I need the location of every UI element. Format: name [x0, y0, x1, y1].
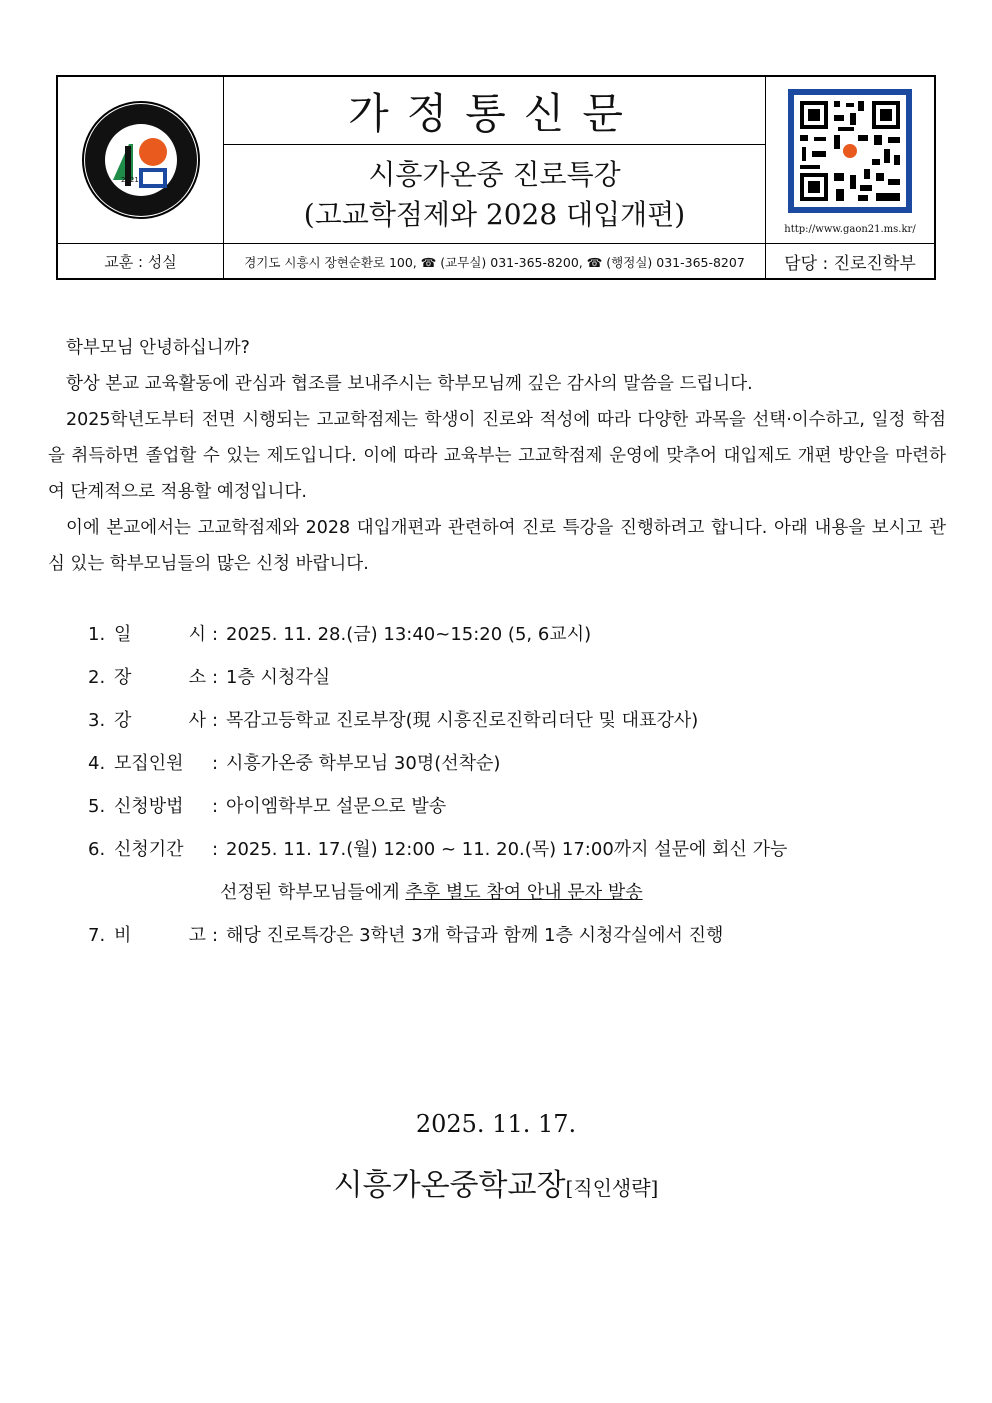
- letter-body: [48, 330, 946, 582]
- item-key: 신청방법: [114, 796, 184, 817]
- item-key: 강 사: [114, 710, 206, 731]
- header-info-row: [58, 243, 934, 278]
- seal-omitted-note: [직인생략]: [565, 1176, 659, 1200]
- page-title: 가정통신문: [224, 77, 766, 145]
- issue-date: 2025. 11. 17.: [415, 1110, 577, 1138]
- item-value: 목감고등학교 진로부장(現 시흥진로진학리더단 및 대표강사): [226, 710, 699, 731]
- school-address: 경기도 시흥시 장현순환로 100, ☎ (교무실) 031-365-8200, ☎ (행정실) 031-365-8207: [224, 244, 766, 279]
- paragraph-credit-system: 2025학년도부터 전면 시행되는 고교학점제는 학생이 진로와 적성에 따라 다양한 과목을 선택·이수하고, 일정 학점을 취득하면 졸업할 수 있는 제도입니다. 이에 따라 교육부는 고교학점제 운영에 맞추어 대입제도 개편 방안을 마련하여 단계적으로 적용할 예정입니다.: [48, 410, 946, 502]
- list-item: 1. 일 시 : 2025. 11. 28.(금) 13:40~15:20 (5, 6교시): [88, 617, 948, 660]
- item-value: 2025. 11. 17.(월) 12:00 ~ 11. 20.(목) 17:00까지 설문에 회신 가능: [226, 839, 788, 860]
- underlined-notice: 추후 별도 참여 안내 문자 발송: [405, 882, 643, 903]
- letter-header: [56, 75, 936, 280]
- school-url[interactable]: http://www.gaon21.ms.kr/: [784, 224, 916, 235]
- list-item: 6. 신청기간 : 2025. 11. 17.(월) 12:00 ~ 11. 20.(목) 17:00까지 설문에 회신 가능: [88, 832, 948, 875]
- list-item: 7. 비 고 : 해당 진로특강은 3학년 3개 학급과 함께 1층 시청각실에서 진행: [88, 918, 948, 961]
- school-logo: [58, 77, 224, 243]
- details-list: [88, 617, 948, 961]
- logo-year: 2021: [120, 176, 139, 184]
- item-key: 비 고: [114, 925, 206, 946]
- list-item: 4. 모집인원 : 시흥가온중 학부모님 30명(선착순): [88, 746, 948, 789]
- subtitle: [224, 145, 766, 243]
- list-item: 2. 장 소 : 1층 시청각실: [88, 660, 948, 703]
- principal-title: 시흥가온중학교장: [333, 1168, 566, 1203]
- item-number: 6.: [88, 839, 106, 860]
- item-key: 모집인원: [114, 753, 184, 774]
- item-number: 5.: [88, 796, 106, 817]
- list-item: 3. 강 사 : 목감고등학교 진로부장(現 시흥진로진학리더단 및 대표강사): [88, 703, 948, 746]
- school-motto: 교훈 : 성실: [58, 244, 224, 279]
- paragraph-thanks: 항상 본교 교육활동에 관심과 협조를 보내주시는 학부모님께 깊은 감사의 말씀을 드립니다.: [66, 374, 753, 394]
- list-item-continuation: 선정된 학부모님들에게 추후 별도 참여 안내 문자 발송: [220, 882, 643, 903]
- paragraph-lecture-notice: 이에 본교에서는 고교학점제와 2028 대입개편과 관련하여 진로 특강을 진행하려고 합니다. 아래 내용을 보시고 관심 있는 학부모님들의 많은 신청 바랍니다.: [48, 518, 946, 574]
- item-number: 4.: [88, 753, 106, 774]
- item-value: 해당 진로특강은 3학년 3개 학급과 함께 1층 시청각실에서 진행: [226, 925, 724, 946]
- item-value: 2025. 11. 28.(금) 13:40~15:20 (5, 6교시): [226, 624, 592, 645]
- list-item: 5. 신청방법 : 아이엠학부모 설문으로 발송: [88, 789, 948, 832]
- item-key: 장 소: [114, 667, 206, 688]
- item-number: 3.: [88, 710, 106, 731]
- item-value: 시흥가온중 학부모님 30명(선착순): [226, 753, 501, 774]
- item-number: 1.: [88, 624, 106, 645]
- subtitle-line2: (고교학점제와 2028 대입개편): [303, 198, 686, 231]
- greeting: 학부모님 안녕하십니까?: [66, 338, 250, 358]
- department-in-charge: 담당 : 진로진학부: [784, 254, 916, 274]
- item-value: 1층 시청각실: [226, 667, 331, 688]
- signer: [0, 1160, 992, 1204]
- item-key: 신청기간: [114, 839, 184, 860]
- qr-code-area: [766, 77, 934, 243]
- subtitle-line1: 시흥가온중 진로특강: [368, 158, 621, 191]
- item-value: 아이엠학부모 설문으로 발송: [226, 796, 447, 817]
- item-key: 일 시: [114, 624, 206, 645]
- item-number: 7.: [88, 925, 106, 946]
- qr-code-icon: [788, 89, 912, 213]
- item-number: 2.: [88, 667, 106, 688]
